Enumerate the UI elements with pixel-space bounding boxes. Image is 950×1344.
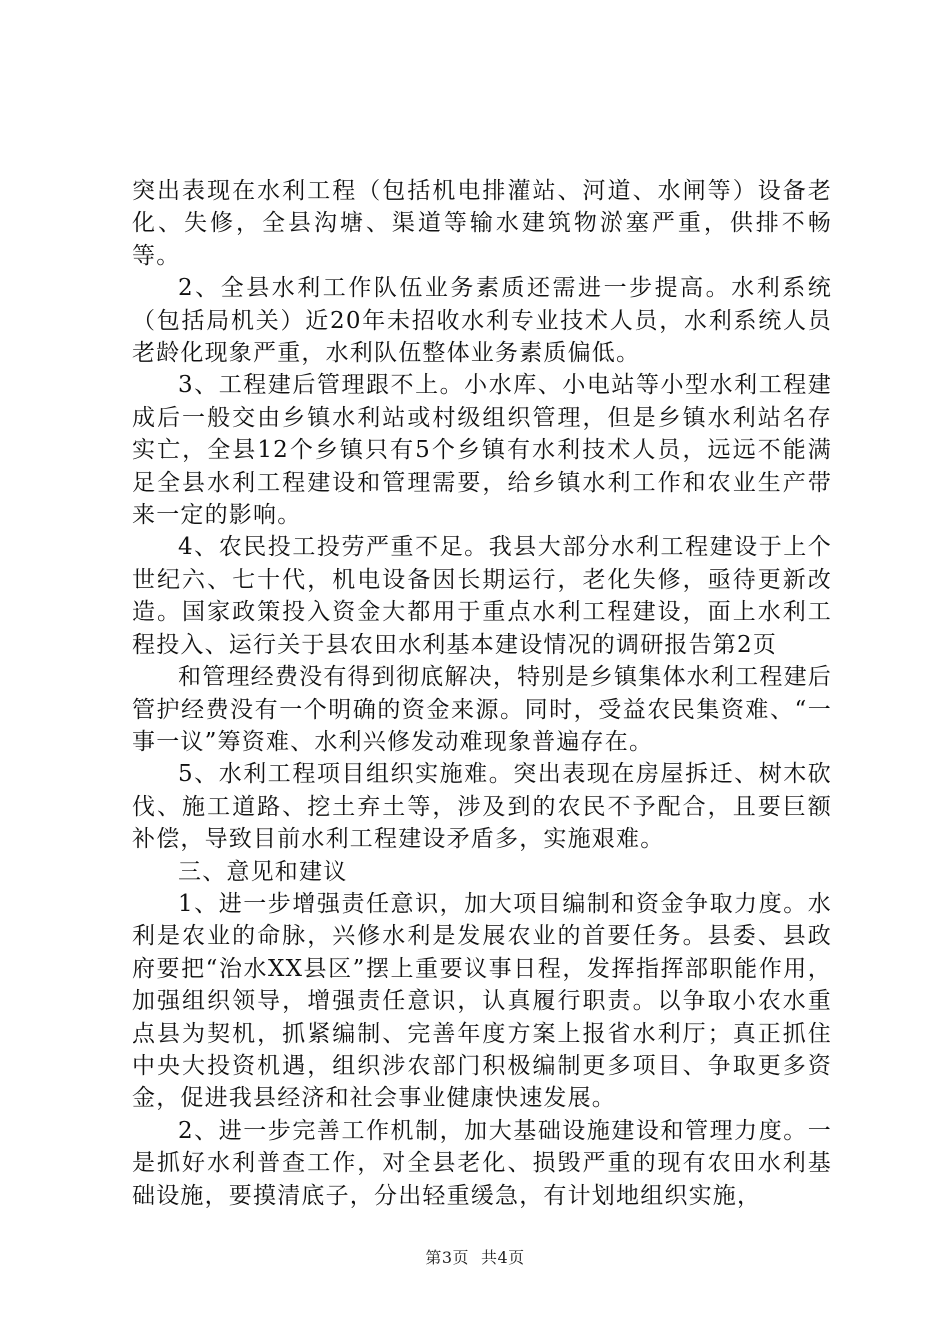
paragraph-3: 3、工程建后管理跟不上。小水库、小电站等小型水利工程建成后一般交由乡镇水利站或村级组织管理，但是乡镇水利站名存实亡，全县12个乡镇只有5个乡镇有水利技术人员，远远不能满足全县水利工程建设和管理需要，给乡镇水利工作和农业生产带来一定的影响。 xyxy=(132,372,832,529)
paragraph-6: 5、水利工程项目组织实施难。突出表现在房屋拆迁、树木砍伐、施工道路、挖土弃土等，涉及到的农民不予配合，且要巨额补偿，导致目前水利工程建设矛盾多，实施艰难。 xyxy=(132,761,832,853)
section-heading: 三、意见和建议 xyxy=(178,858,348,885)
paragraph-4: 4、农民投工投劳严重不足。我县大部分水利工程建设于上个世纪六、七十代，机电设备因长期运行，老化失修，亟待更新改造。国家政策投入资金大都用于重点水利工程建设，面上水利工程投入、运行关于县农田水利基本建设情况的调研报告第2页 xyxy=(132,534,832,658)
paragraph-8: 2、进一步完善工作机制，加大基础设施建设和管理力度。一是抓好水利普查工作，对全县老化、损毁严重的现有农田水利基础设施，要摸清底子，分出轻重缓急，有计划地组织实施， xyxy=(132,1117,832,1209)
page-total: 共4页 xyxy=(481,1248,525,1267)
paragraph-7: 1、进一步增强责任意识，加大项目编制和资金争取力度。水利是农业的命脉，兴修水利是发展农业的首要任务。县委、县政府要把“治水XX县区”摆上重要议事日程，发挥指挥部职能作用，加强组织领导，增强责任意识，认真履行职责。以争取小农水重点县为契机，抓紧编制、完善年度方案上报省水利厅；真正抓住中央大投资机遇，组织涉农部门积极编制更多项目、争取更多资金，促进我县经济和社会事业健康快速发展。 xyxy=(132,890,832,1112)
paragraph-5: 和管理经费没有得到彻底解决，特别是乡镇集体水利工程建后管护经费没有一个明确的资金来源。同时，受益农民集资难、“一事一议”筹资难、水利兴修发动难现象普遍存在。 xyxy=(132,664,832,755)
paragraph-1: 突出表现在水利工程（包括机电排灌站、河道、水闸等）设备老化、失修，全县沟塘、渠道等输水建筑物淤塞严重，供排不畅等。 xyxy=(132,178,832,269)
document-body xyxy=(132,175,832,1212)
paragraph-2: 2、全县水利工作队伍业务素质还需进一步提高。水利系统（包括局机关）近20年未招收水利专业技术人员，水利系统人员老龄化现象严重，水利队伍整体业务素质偏低。 xyxy=(132,275,832,367)
page-number: 第3页 xyxy=(425,1248,469,1267)
page-footer xyxy=(0,1245,950,1268)
